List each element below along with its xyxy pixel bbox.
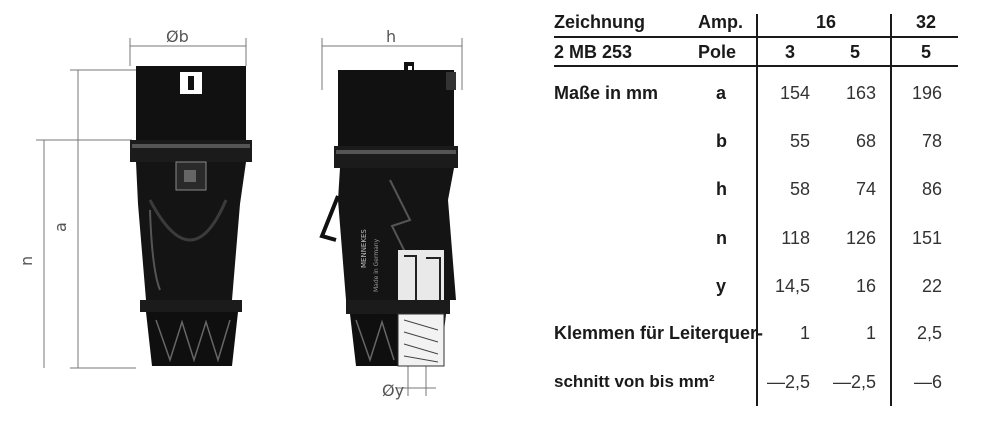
- cell-value: 86: [921, 179, 942, 199]
- brand-imprint: MENNEKES: [360, 229, 368, 268]
- made-in-germany-imprint: Made in Germany: [373, 238, 380, 292]
- cell-value: 14,5: [774, 276, 810, 296]
- cell-value: 74: [855, 179, 876, 199]
- row-key: h: [716, 179, 727, 199]
- zeichnung-label: Zeichnung: [554, 12, 645, 32]
- column-separator-1: [756, 14, 758, 406]
- cell-value: 68: [855, 131, 876, 151]
- row-key: n: [716, 228, 727, 248]
- pole-col-1: 3: [784, 42, 795, 62]
- klemmen-from-1: 1: [799, 323, 810, 343]
- pole-col-3: 5: [920, 42, 931, 62]
- dim-label-a: a: [51, 222, 70, 232]
- part-number: 2 MB 253: [554, 42, 633, 62]
- dim-label-y: Øy: [382, 381, 405, 400]
- klemmen-to-3: —6: [913, 372, 942, 392]
- klemmen-from-3: 2,5: [916, 323, 942, 343]
- klemmen-to-2: —2,5: [832, 372, 876, 392]
- amp-32: 32: [915, 12, 937, 32]
- amp-label: Amp.: [698, 12, 743, 32]
- cell-value: 163: [845, 83, 876, 103]
- cell-value: 126: [845, 228, 876, 248]
- klemmen-to-1: —2,5: [766, 372, 810, 392]
- row-key: y: [716, 276, 727, 296]
- dim-label-h: h: [386, 27, 397, 46]
- row-key: b: [716, 131, 727, 151]
- cell-value: 22: [921, 276, 942, 296]
- cell-value: 196: [911, 83, 942, 103]
- cell-value: 151: [911, 228, 942, 248]
- masse-label: Maße in mm: [554, 83, 659, 103]
- column-separator-2: [890, 14, 892, 406]
- cell-value: 16: [855, 276, 876, 296]
- plug-front-view: [130, 66, 252, 366]
- cell-value: 78: [921, 131, 942, 151]
- cell-value: 58: [789, 179, 810, 199]
- dim-label-b: Øb: [166, 27, 189, 46]
- dim-label-n: n: [17, 255, 36, 266]
- pole-col-2: 5: [849, 42, 860, 62]
- amp-16: 16: [815, 12, 837, 32]
- klemmen-label-line2: schnitt von bis mm²: [554, 372, 715, 391]
- klemmen-label-line1: Klemmen für Leiterquer-: [554, 323, 764, 343]
- cell-value: 154: [779, 83, 810, 103]
- row-key: a: [716, 83, 727, 103]
- cell-value: 55: [789, 131, 810, 151]
- klemmen-from-2: 1: [865, 323, 876, 343]
- plug-side-view: [322, 62, 458, 366]
- cell-value: 118: [781, 228, 810, 248]
- pole-label: Pole: [698, 42, 737, 62]
